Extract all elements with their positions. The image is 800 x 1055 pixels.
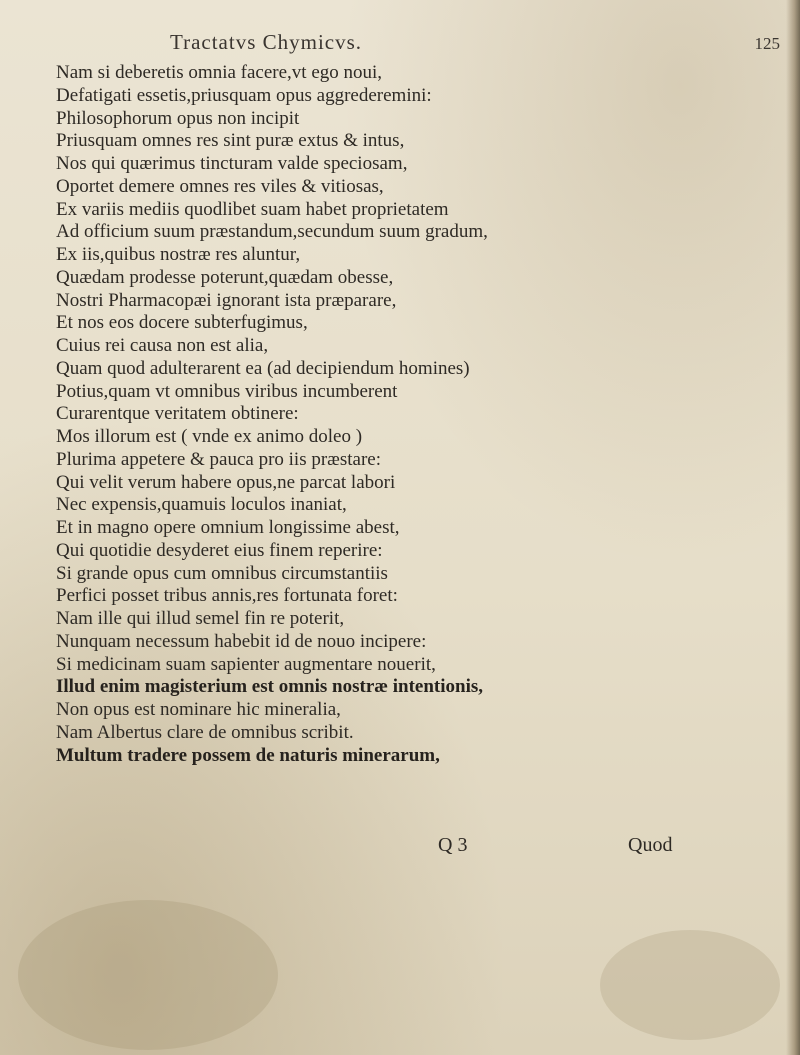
page-footer <box>0 834 800 862</box>
verse-line: Quam quod adulterarent ea (ad decipiendum homines) <box>56 357 470 379</box>
verse-line: Defatigati essetis,priusquam opus aggrederemini: <box>56 84 432 106</box>
verse-line: Si grande opus cum omnibus circumstantiis <box>56 562 388 584</box>
verse-line: Si medicinam suam sapienter augmentare nouerit, <box>56 653 436 675</box>
verse-line: Qui velit verum habere opus,ne parcat labori <box>56 471 396 493</box>
verse-line: Quædam prodesse poterunt,quædam obesse, <box>56 266 394 288</box>
verse-line: Nam ille qui illud semel fin re poterit, <box>56 608 345 629</box>
verse-line: Non opus est nominare hic mineralia, <box>56 699 341 720</box>
verse-line: Nos qui quærimus tincturam valde speciosam, <box>56 153 408 174</box>
verse-line: Ad officium suum præstandum,secundum suum gradum, <box>56 221 488 243</box>
paper-stain <box>600 930 780 1040</box>
verse-line: Perfici posset tribus annis,res fortunata foret: <box>56 585 398 607</box>
page-edge-shadow <box>786 0 800 1055</box>
paper-stain <box>18 900 278 1050</box>
verse-line: Illud enim magisterium est omnis nostræ intentionis, <box>56 676 483 698</box>
catchword: Quod <box>628 834 673 856</box>
page-number: 125 <box>754 34 780 53</box>
verse-line: Mos illorum est ( vnde ex animo doleo ) <box>56 426 363 447</box>
running-title: Tractatvs Chymicvs. <box>170 30 363 54</box>
verse-line: Oportet demere omnes res viles & vitiosas, <box>56 175 384 197</box>
verse-line: Et in magno opere omnium longissime abest, <box>56 517 400 538</box>
verse-line: Priusquam omnes res sint puræ extus & intus, <box>56 130 405 152</box>
verse-line: Philosophorum opus non incipit <box>56 107 300 129</box>
verse-line: Qui quotidie desyderet eius finem reperire: <box>56 539 383 561</box>
verse-text-block <box>56 62 776 767</box>
verse-line: Ex iis,quibus nostræ res aluntur, <box>56 244 301 265</box>
verse-line: Ex variis mediis quodlibet suam habet proprietatem <box>56 198 449 220</box>
verse-line: Multum tradere possem de naturis minerarum, <box>56 744 440 766</box>
verse-line: Cuius rei causa non est alia, <box>56 335 269 356</box>
verse-line: Et nos eos docere subterfugimus, <box>56 312 308 334</box>
verse-line: Potius,quam vt omnibus viribus incumberent <box>56 380 398 402</box>
verse-line: Nam Albertus clare de omnibus scribit. <box>56 721 354 743</box>
verse-line: Nostri Pharmacopæi ignorant ista præparare, <box>56 289 397 311</box>
signature-mark: Q 3 <box>438 834 468 856</box>
verse-line: Nunquam necessum habebit id de nouo incipere: <box>56 630 427 652</box>
verse-line: Plurima appetere & pauca pro iis præstare: <box>56 448 382 470</box>
verse-line: Nam si deberetis omnia facere,vt ego noui, <box>56 62 383 83</box>
page-header <box>170 30 780 60</box>
verse-line: Nec expensis,quamuis loculos inaniat, <box>56 494 347 516</box>
verse-line: Curarentque veritatem obtinere: <box>56 403 299 425</box>
